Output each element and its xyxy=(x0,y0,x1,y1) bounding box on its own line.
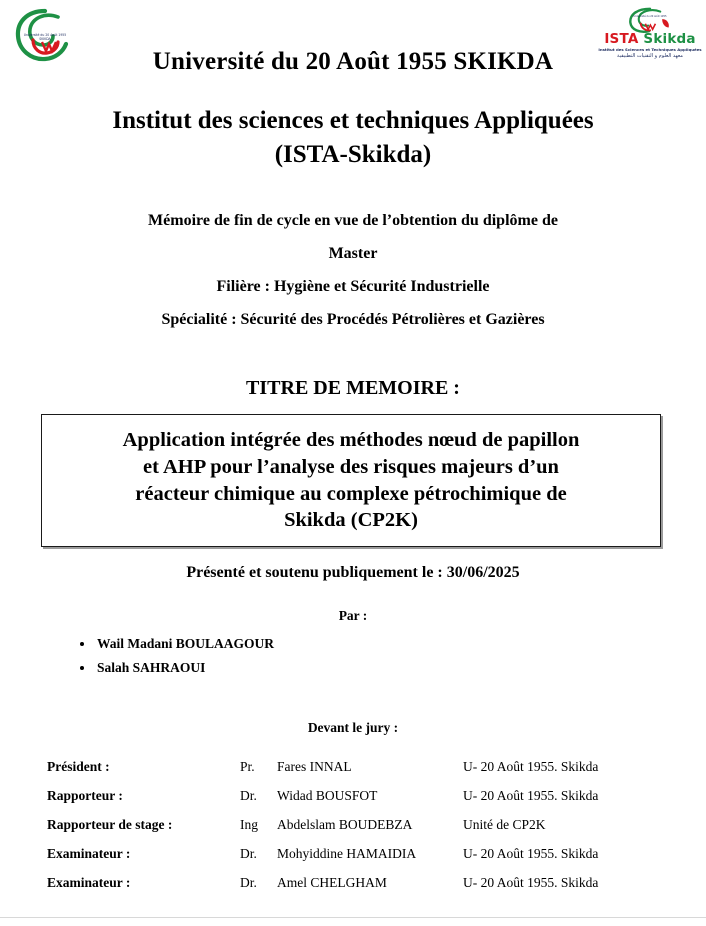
jury-table xyxy=(47,759,659,904)
institute-title-line-2: (ISTA-Skikda) xyxy=(274,141,432,168)
jury-grade: Pr. xyxy=(240,759,255,774)
jury-affiliation: Unité de CP2K xyxy=(463,817,546,832)
page-bottom-rule xyxy=(0,917,706,918)
table-row xyxy=(47,817,659,846)
jury-name: Abdelslam BOUDEBZA xyxy=(277,817,413,832)
jury-affiliation: U- 20 Août 1955. Skikda xyxy=(463,846,599,861)
ista-wordmark-ista: ISTA xyxy=(604,31,639,47)
thesis-title-line-3: réacteur chimique au complexe pétrochimique de xyxy=(135,482,567,505)
degree-specialite: Spécialité : Sécurité des Procédés Pétrolières et Gazières xyxy=(161,311,545,328)
university-logo-caption-1: Université du 20 Août 1955 xyxy=(23,33,67,37)
thesis-title-line-2: et AHP pour l’analyse des risques majeurs d’un xyxy=(143,455,559,478)
authors-list xyxy=(72,636,274,684)
jury-name: Amel CHELGHAM xyxy=(277,875,387,890)
ista-subtitle-fr: Institut des Sciences et Techniques Appliquées xyxy=(598,46,702,52)
thesis-title-text xyxy=(115,427,588,534)
university-logo-caption-2: SKIKDA xyxy=(39,37,51,41)
jury-role: Examinateur : xyxy=(47,846,131,861)
degree-level: Master xyxy=(328,245,378,262)
thesis-title-label: TITRE DE MEMOIRE : xyxy=(246,377,460,399)
jury-grade: Dr. xyxy=(240,875,257,890)
jury-name: Fares INNAL xyxy=(277,759,352,774)
jury-grade: Dr. xyxy=(240,846,257,861)
jury-role: Président : xyxy=(47,759,110,774)
list-item: • Salah SAHRAOUI xyxy=(95,660,274,676)
ista-wordmark-skikda: Skikda xyxy=(643,31,696,47)
defense-statement: Présenté et soutenu publiquement le : 30/06/2025 xyxy=(186,564,520,581)
list-item: • Wail Madani BOULAAGOUR xyxy=(95,636,274,652)
jury-role: Examinateur : xyxy=(47,875,131,890)
institute-title-line-1: Institut des sciences et techniques Appliquées xyxy=(112,107,594,134)
jury-affiliation: U- 20 Août 1955. Skikda xyxy=(463,875,599,890)
jury-grade: Dr. xyxy=(240,788,257,803)
table-row xyxy=(47,846,659,875)
thesis-title-box xyxy=(41,414,661,547)
degree-block xyxy=(40,213,666,328)
jury-label: Devant le jury : xyxy=(307,720,399,735)
ista-subtitle-ar: معهد العلوم و التقنيات التطبيقية xyxy=(617,53,683,60)
thesis-title-line-1: Application intégrée des méthodes nœud de papillon xyxy=(122,429,580,452)
university-title: Université du 20 Août 1955 SKIKDA xyxy=(152,48,554,75)
degree-memoire-line: Mémoire de fin de cycle en vue de l’obtention du diplôme de xyxy=(148,212,558,229)
jury-affiliation: U- 20 Août 1955. Skikda xyxy=(463,759,599,774)
table-row xyxy=(47,788,659,817)
svg-text:Université du 20 Août 1955: Université du 20 Août 1955 xyxy=(633,15,667,19)
thesis-title-line-4: Skikda (CP2K) xyxy=(284,509,418,532)
jury-name: Widad BOUSFOT xyxy=(277,788,378,803)
jury-affiliation: U- 20 Août 1955. Skikda xyxy=(463,788,599,803)
jury-role: Rapporteur de stage : xyxy=(47,817,173,832)
jury-role: Rapporteur : xyxy=(47,788,123,803)
authors-label: Par : xyxy=(338,608,368,623)
institute-title xyxy=(30,104,676,172)
jury-name: Mohyiddine HAMAIDIA xyxy=(277,846,417,861)
table-row xyxy=(47,875,659,904)
ista-wordmark xyxy=(596,33,704,47)
degree-filiere: Filière : Hygiène et Sécurité Industrielle xyxy=(216,278,490,295)
jury-grade: Ing xyxy=(240,817,258,832)
table-row xyxy=(47,759,659,788)
